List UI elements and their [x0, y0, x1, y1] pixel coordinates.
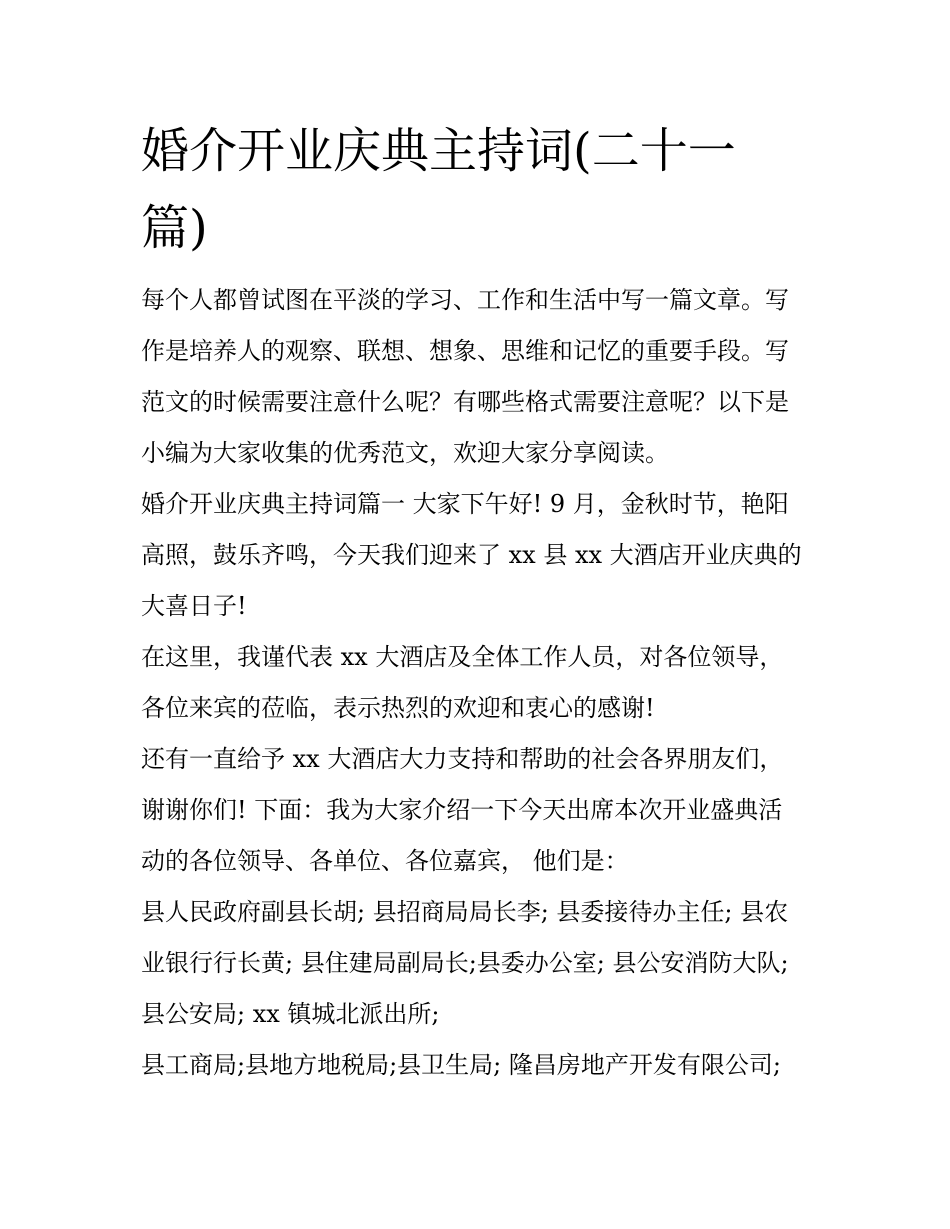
paragraph-guests-line-1: 县人民政府副县长胡; 县招商局局长李; 县委接待办主任; 县农 — [141, 898, 789, 926]
paragraph-guests-line-2: 业银行行长黄; 县住建局副局长;县委办公室; 县公安消防大队; — [141, 949, 789, 977]
paragraph-guests-line-3: 县公安局; xx 镇城北派出所; — [141, 1000, 440, 1028]
paragraph-intro-line-3: 范文的时候需要注意什么呢？有哪些格式需要注意呢？以下是 — [141, 388, 789, 416]
paragraph-intro-line-2: 作是培养人的观察、联想、想象、思维和记忆的重要手段。写 — [141, 337, 789, 365]
paragraph-thanks-line-1: 还有一直给予 xx 大酒店大力支持和帮助的社会各界朋友们， — [141, 745, 784, 773]
paragraph-greeting-line-1: 婚介开业庆典主持词篇一 大家下午好! 9 月，金秋时节，艳阳 — [141, 490, 789, 518]
paragraph-greeting-line-2: 高照，鼓乐齐鸣，今天我们迎来了 xx 县 xx 大酒店开业庆典的 — [141, 541, 802, 569]
paragraph-thanks-line-3: 动的各位领导、各单位、各位嘉宾， 他们是： — [141, 847, 629, 875]
paragraph-intro-line-4: 小编为大家收集的优秀范文，欢迎大家分享阅读。 — [141, 439, 669, 467]
title-line-2: 篇) — [141, 200, 208, 256]
paragraph-units-line-1: 县工商局;县地方地税局;县卫生局; 隆昌房地产开发有限公司; — [141, 1051, 781, 1079]
paragraph-welcome-line-1: 在这里，我谨代表 xx 大酒店及全体工作人员，对各位领导， — [141, 643, 784, 671]
document-title — [141, 113, 831, 267]
paragraph-intro-line-1: 每个人都曾试图在平淡的学习、工作和生活中写一篇文章。写 — [141, 286, 789, 314]
paragraph-greeting-line-3: 大喜日子! — [141, 592, 247, 620]
paragraph-thanks-line-2: 谢谢你们! 下面：我为大家介绍一下今天出席本次开业盛典活 — [141, 796, 783, 824]
paragraph-welcome-line-2: 各位来宾的莅临，表示热烈的欢迎和衷心的感谢! — [141, 694, 655, 722]
title-line-1: 婚介开业庆典主持词(二十一 — [141, 123, 736, 179]
